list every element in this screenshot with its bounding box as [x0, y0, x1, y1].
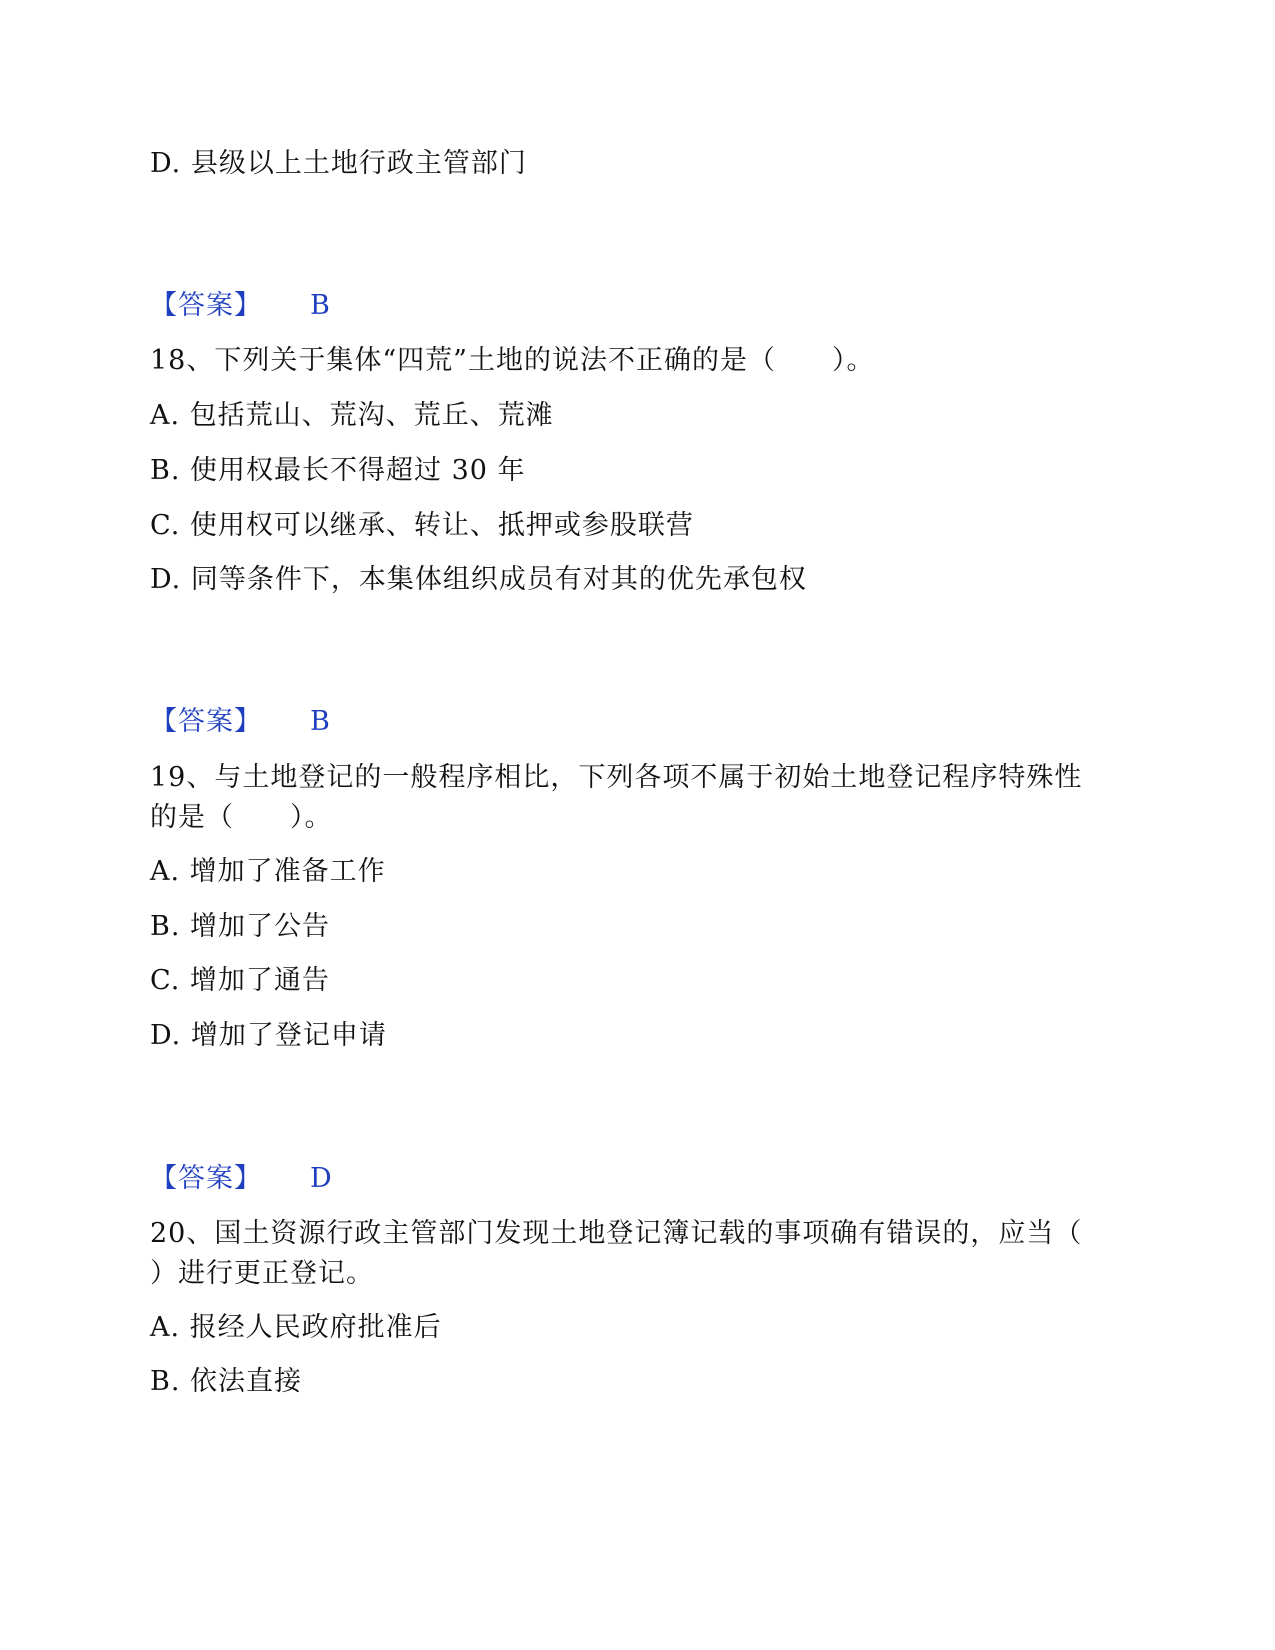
- prev-answer: [150, 290, 331, 322]
- q20-option-b: B. 依法直接: [150, 1366, 303, 1397]
- q20-stem-line2: ）进行更正登记。: [150, 1258, 374, 1289]
- q18-option-c: C. 使用权可以继承、转让、抵押或参股联营: [150, 510, 694, 541]
- q19-option-a: A. 增加了准备工作: [150, 856, 386, 887]
- prev-option-d: D. 县级以上土地行政主管部门: [150, 148, 527, 179]
- q18-option-b: B. 使用权最长不得超过 30 年: [150, 455, 526, 486]
- q19-stem-line1: 19、与土地登记的一般程序相比，下列各项不属于初始土地登记程序特殊性: [150, 762, 1083, 793]
- answer-label: 【答案】: [150, 1163, 262, 1194]
- q19-option-c: C. 增加了通告: [150, 965, 330, 996]
- q18-option-a: A. 包括荒山、荒沟、荒丘、荒滩: [150, 400, 554, 431]
- answer-label: 【答案】: [150, 290, 262, 321]
- q19-stem-line2: 的是（ ）。: [150, 802, 333, 833]
- answer-value: D: [310, 1163, 333, 1194]
- q19-option-d: D. 增加了登记申请: [150, 1020, 387, 1051]
- q19-option-b: B. 增加了公告: [150, 911, 331, 942]
- q20-option-a: A. 报经人民政府批准后: [150, 1312, 442, 1343]
- q19-answer: [150, 1163, 333, 1195]
- q18-stem: 18、下列关于集体“四荒”土地的说法不正确的是（ ）。: [150, 345, 875, 376]
- q20-stem-line1: 20、国土资源行政主管部门发现土地登记簿记载的事项确有错误的，应当（: [150, 1218, 1083, 1249]
- answer-label: 【答案】: [150, 706, 262, 737]
- q18-option-d: D. 同等条件下，本集体组织成员有对其的优先承包权: [150, 564, 807, 595]
- answer-value: B: [310, 290, 331, 321]
- answer-value: B: [310, 706, 331, 737]
- q18-answer: [150, 706, 331, 738]
